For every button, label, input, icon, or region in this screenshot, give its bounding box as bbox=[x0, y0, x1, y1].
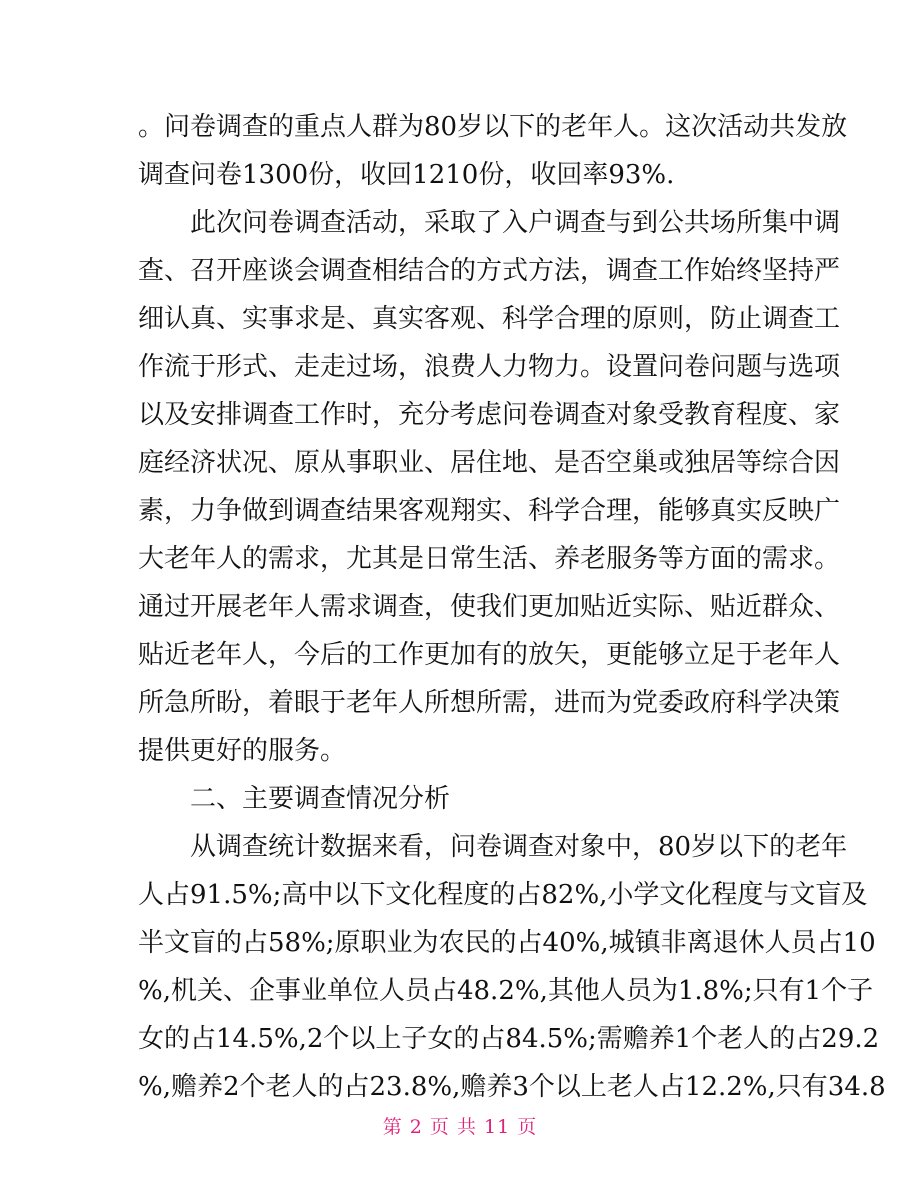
text-line: 作流于形式、走走过场，浪费人力物力。设置问卷问题与选项 bbox=[138, 352, 841, 382]
text-line: 半文盲的占58%;原职业为农民的占40%,城镇非离退休人员占10 bbox=[138, 928, 876, 958]
body-text bbox=[138, 103, 886, 1111]
text-line: 此次问卷调查活动，采取了入户调查与到公共场所集中调 bbox=[190, 208, 841, 238]
section-heading: 二、主要调查情况分析 bbox=[190, 784, 451, 814]
text-line: 提供更好的服务。 bbox=[138, 736, 347, 766]
text-line: 通过开展老年人需求调查，使我们更加贴近实际、贴近群众、 bbox=[138, 592, 841, 622]
text-line: 庭经济状况、原从事职业、居住地、是否空巢或独居等综合因 bbox=[138, 448, 841, 478]
text-line: 从调查统计数据来看，问卷调查对象中，80岁以下的老年 bbox=[190, 832, 848, 862]
text-line: 所急所盼，着眼于老年人所想所需，进而为党委政府科学决策 bbox=[138, 688, 841, 718]
text-line: %,机关、企事业单位人员占48.2%,其他人员为1.8%;只有1个子 bbox=[138, 976, 874, 1006]
text-line: 素，力争做到调查结果客观翔实、科学合理，能够真实反映广 bbox=[138, 496, 841, 526]
text-line: 以及安排调查工作时，充分考虑问卷调查对象受教育程度、家 bbox=[138, 400, 841, 430]
page-number-footer: 第 2 页 共 11 页 bbox=[382, 1116, 538, 1138]
text-line: 贴近老年人，今后的工作更加有的放矢，更能够立足于老年人 bbox=[138, 640, 841, 670]
text-line: 细认真、实事求是、真实客观、科学合理的原则，防止调查工 bbox=[138, 304, 841, 334]
text-line: 。问卷调查的重点人群为80岁以下的老年人。这次活动共发放 bbox=[138, 112, 848, 142]
text-line: %,赡养2个老人的占23.8%,赡养3个以上老人占12.2%,只有34.8 bbox=[138, 1072, 886, 1102]
text-line: 查、召开座谈会调查相结合的方式方法，调查工作始终坚持严 bbox=[138, 256, 841, 286]
text-line: 女的占14.5%,2个以上子女的占84.5%;需赡养1个老人的占29.2 bbox=[138, 1024, 880, 1054]
text-line: 调查问卷1300份，收回1210份，收回率93%. bbox=[138, 160, 675, 190]
text-line: 人占91.5%;高中以下文化程度的占82%,小学文化程度与文盲及 bbox=[138, 880, 868, 910]
text-line: 大老年人的需求，尤其是日常生活、养老服务等方面的需求。 bbox=[138, 544, 841, 574]
